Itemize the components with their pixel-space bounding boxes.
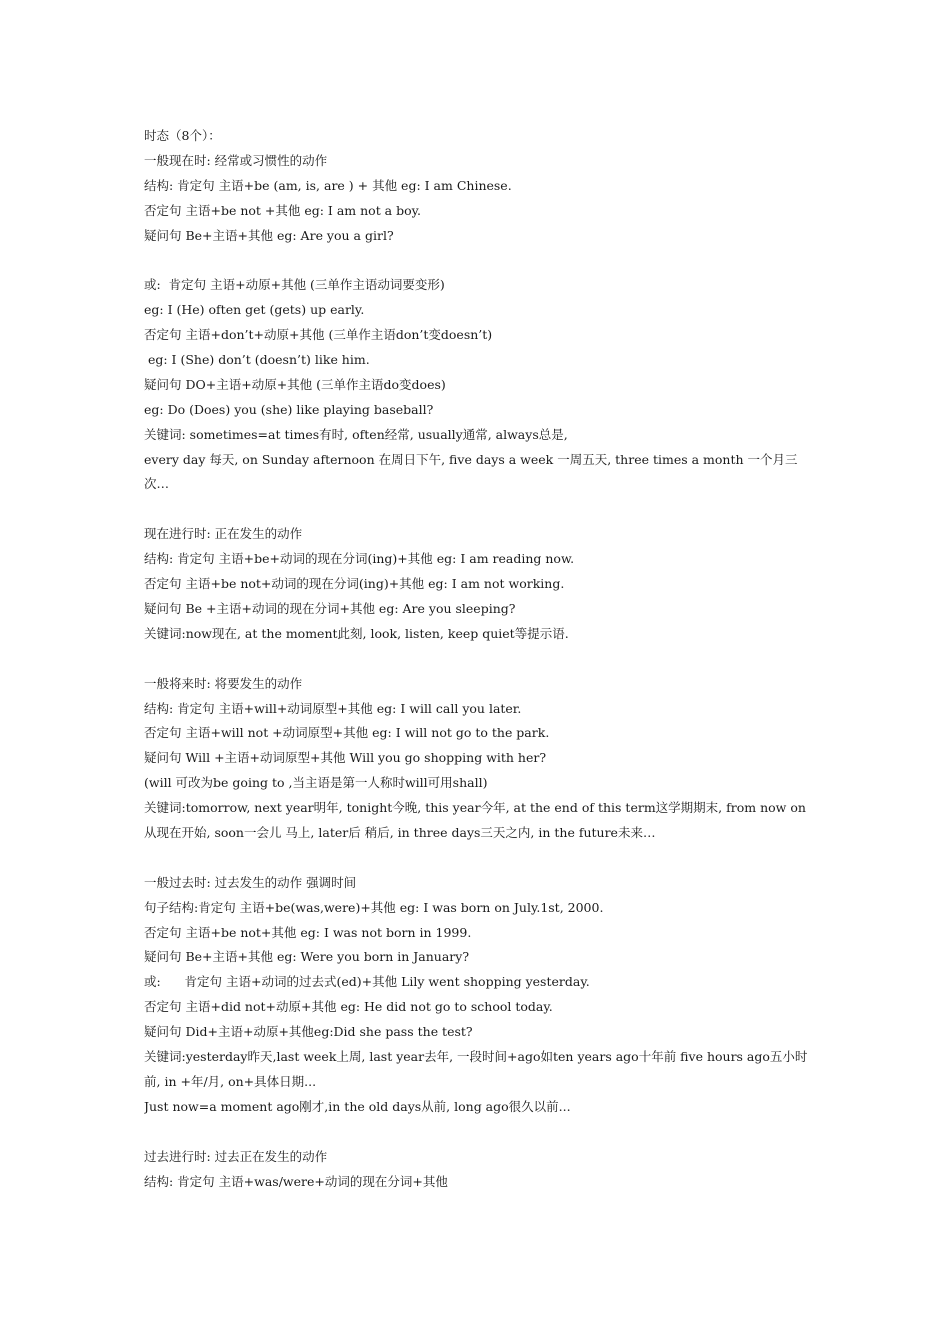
blank-line — [144, 1120, 808, 1145]
text-line: 结构: 肯定句 主语+will+动词原型+其他 eg: I will call you later. — [144, 700, 522, 716]
text-line: 句子结构:肯定句 主语+be(was,were)+其他 eg: I was born on July.1st, 2000. — [144, 899, 604, 915]
text-line: eg: I (He) often get (gets) up early. — [144, 302, 365, 318]
text-line: 或: 肯定句 主语+动原+其他 (三单作主语动词要变形) — [144, 277, 445, 293]
text-paragraph: every day 每天, on Sunday afternoon 在周日下午, five days a week 一周五天, three times a month 一个月三次… — [144, 451, 798, 492]
text-line: 疑问句 Will +主语+动词原型+其他 Will you go shopping with her? — [144, 750, 547, 766]
text-line: 疑问句 Be+主语+其他 eg: Are you a girl? — [144, 227, 394, 243]
text-line: 关键词: sometimes=at times有时, often经常, usually通常, always总是, — [144, 426, 568, 442]
text-line: 否定句 主语+be not+动词的现在分词(ing)+其他 eg: I am not working. — [144, 576, 565, 592]
section-heading: 一般过去时: 过去发生的动作 强调时间 — [144, 874, 357, 890]
text-line: 否定句 主语+be not+其他 eg: I was not born in 1999. — [144, 924, 472, 940]
text-paragraph: 关键词:tomorrow, next year明年, tonight今晚, this year今年, at the end of this term这学期期末, from now on从现在开始, soon一会儿 马上, later后 稍后, in three days三天之内, in the future未来… — [144, 800, 806, 840]
text-line: 结构: 肯定句 主语+be (am, is, are ) + 其他 eg: I am Chinese. — [144, 177, 512, 193]
text-line: 否定句 主语+did not+动原+其他 eg: He did not go to school today. — [144, 999, 553, 1015]
text-line: 疑问句 Be+主语+其他 eg: Were you born in January? — [144, 949, 470, 965]
text-line: 或: 肯定句 主语+动词的过去式(ed)+其他 Lily went shopping yesterday. — [144, 974, 590, 990]
text-line: 疑问句 DO+主语+动原+其他 (三单作主语do变does) — [144, 376, 446, 392]
text-line: eg: I (She) don’t (doesn’t) like him. — [144, 352, 370, 368]
blank-line — [144, 647, 808, 672]
section-heading: 一般将来时: 将要发生的动作 — [144, 675, 303, 691]
text-paragraph: 关键词:yesterday昨天,last week上周, last year去年, 一段时间+ago如ten years ago十年前 five hours ago五小时前, in +年/月, on+具体日期... — [144, 1049, 808, 1089]
text-line: 结构: 肯定句 主语+was/were+动词的现在分词+其他 — [144, 1173, 448, 1189]
section-heading: 一般现在时: 经常或习惯性的动作 — [144, 152, 328, 168]
blank-line — [144, 248, 808, 273]
blank-line — [144, 846, 808, 871]
text-line: 疑问句 Did+主语+动原+其他eg:Did she pass the test? — [144, 1024, 473, 1040]
text-line: 否定句 主语+be not +其他 eg: I am not a boy. — [144, 202, 422, 218]
text-line: 否定句 主语+will not +动词原型+其他 eg: I will not go to the park. — [144, 725, 550, 741]
text-line: 结构: 肯定句 主语+be+动词的现在分词(ing)+其他 eg: I am reading now. — [144, 551, 575, 567]
document-page — [144, 124, 808, 1194]
blank-line — [144, 497, 808, 522]
section-heading: 过去进行时: 过去正在发生的动作 — [144, 1148, 328, 1164]
text-line: 关键词:now现在, at the moment此刻, look, listen, keep quiet等提示语. — [144, 625, 569, 641]
section-heading: 现在进行时: 正在发生的动作 — [144, 526, 303, 542]
text-line: eg: Do (Does) you (she) like playing baseball? — [144, 401, 434, 417]
text-line: 疑问句 Be +主语+动词的现在分词+其他 eg: Are you sleeping? — [144, 600, 516, 616]
text-line: (will 可改为be going to ,当主语是第一人称时will可用shall) — [144, 775, 488, 791]
text-line: Just now=a moment ago刚才,in the old days从前, long ago很久以前... — [144, 1098, 571, 1114]
text-line: 否定句 主语+don’t+动原+其他 (三单作主语don’t变doesn’t) — [144, 327, 493, 343]
document-title: 时态（8个）： — [144, 128, 221, 143]
